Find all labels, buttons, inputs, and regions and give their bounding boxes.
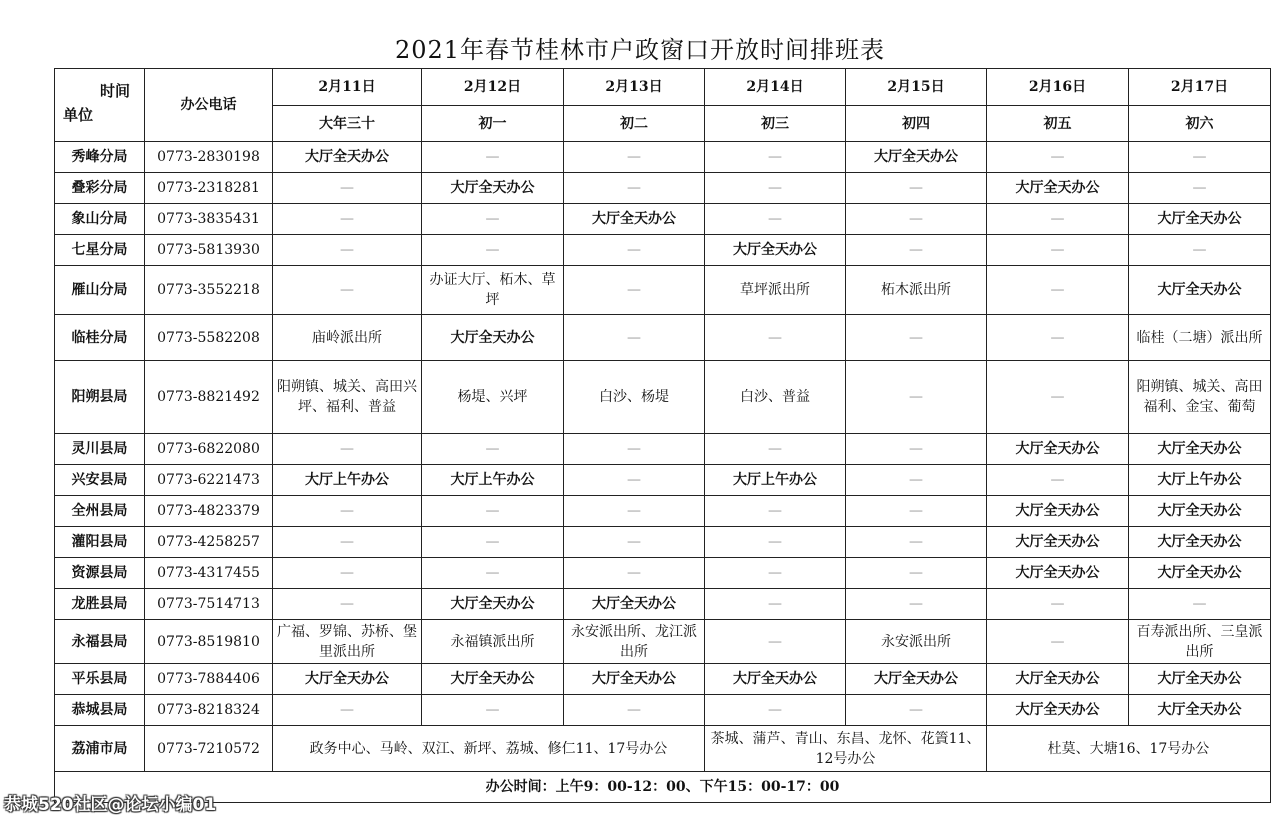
empty-schedule-cell: — [564, 465, 705, 496]
empty-schedule-cell: — [273, 235, 422, 266]
date-header-cell: 2月14日 [705, 69, 846, 106]
empty-schedule-cell: — [564, 527, 705, 558]
phone-cell: 0773-4258257 [145, 527, 273, 558]
schedule-cell: 大厅上午办公 [1129, 465, 1271, 496]
empty-schedule-cell: — [564, 434, 705, 465]
empty-schedule-cell: — [705, 695, 846, 726]
schedule-cell: 大厅上午办公 [705, 465, 846, 496]
empty-schedule-cell: — [273, 266, 422, 315]
schedule-cell: 白沙、普益 [705, 361, 846, 434]
unit-cell: 平乐县局 [55, 664, 145, 695]
unit-cell: 象山分局 [55, 204, 145, 235]
schedule-cell: 大厅全天办公 [1129, 664, 1271, 695]
schedule-cell: 大厅全天办公 [846, 664, 987, 695]
schedule-cell: 大厅全天办公 [705, 235, 846, 266]
empty-schedule-cell: — [422, 527, 564, 558]
lunar-header-cell: 初二 [564, 106, 705, 142]
phone-cell: 0773-5582208 [145, 315, 273, 361]
schedule-cell: 大厅全天办公 [1129, 496, 1271, 527]
schedule-cell: 大厅全天办公 [987, 527, 1129, 558]
schedule-cell: 大厅全天办公 [987, 558, 1129, 589]
empty-schedule-cell: — [846, 434, 987, 465]
empty-schedule-cell: — [273, 204, 422, 235]
empty-schedule-cell: — [705, 589, 846, 620]
empty-schedule-cell: — [705, 142, 846, 173]
schedule-cell: 大厅全天办公 [422, 173, 564, 204]
empty-schedule-cell: — [422, 695, 564, 726]
unit-cell: 秀峰分局 [55, 142, 145, 173]
lipu-schedule-span-c: 杜莫、大塘16、17号办公 [987, 726, 1271, 772]
empty-schedule-cell: — [987, 315, 1129, 361]
empty-schedule-cell: — [564, 142, 705, 173]
phone-cell: 0773-7884406 [145, 664, 273, 695]
phone-cell: 0773-3835431 [145, 204, 273, 235]
schedule-cell: 大厅全天办公 [1129, 204, 1271, 235]
corner-header-cell [55, 69, 145, 142]
empty-schedule-cell: — [705, 434, 846, 465]
empty-schedule-cell: — [1129, 235, 1271, 266]
schedule-cell: 庙岭派出所 [273, 315, 422, 361]
empty-schedule-cell: — [564, 235, 705, 266]
empty-schedule-cell: — [846, 465, 987, 496]
lunar-header-cell: 初四 [846, 106, 987, 142]
table-row [55, 558, 1271, 589]
table-row [55, 434, 1271, 465]
unit-cell: 兴安县局 [55, 465, 145, 496]
schedule-cell: 大厅全天办公 [987, 496, 1129, 527]
phone-cell: 0773-2830198 [145, 142, 273, 173]
phone-cell: 0773-4823379 [145, 496, 273, 527]
empty-schedule-cell: — [564, 496, 705, 527]
schedule-table [54, 68, 1271, 803]
schedule-cell: 大厅全天办公 [987, 173, 1129, 204]
empty-schedule-cell: — [273, 527, 422, 558]
schedule-cell: 杨堤、兴坪 [422, 361, 564, 434]
schedule-cell: 永安派出所 [846, 620, 987, 664]
empty-schedule-cell: — [422, 496, 564, 527]
empty-schedule-cell: — [846, 315, 987, 361]
empty-schedule-cell: — [705, 173, 846, 204]
schedule-cell: 大厅全天办公 [1129, 266, 1271, 315]
schedule-cell: 大厅上午办公 [422, 465, 564, 496]
unit-cell: 永福县局 [55, 620, 145, 664]
unit-cell: 资源县局 [55, 558, 145, 589]
empty-schedule-cell: — [705, 558, 846, 589]
date-header-cell: 2月17日 [1129, 69, 1271, 106]
schedule-cell: 白沙、杨堤 [564, 361, 705, 434]
empty-schedule-cell: — [564, 315, 705, 361]
schedule-cell: 大厅全天办公 [422, 315, 564, 361]
lunar-header-cell: 初一 [422, 106, 564, 142]
schedule-cell: 大厅全天办公 [422, 664, 564, 695]
unit-cell: 七星分局 [55, 235, 145, 266]
unit-cell: 荔浦市局 [55, 726, 145, 772]
unit-cell: 恭城县局 [55, 695, 145, 726]
schedule-cell: 大厅全天办公 [1129, 558, 1271, 589]
lunar-header-cell: 初三 [705, 106, 846, 142]
schedule-cell: 大厅全天办公 [564, 664, 705, 695]
schedule-cell: 百寿派出所、三皇派出所 [1129, 620, 1271, 664]
table-row [55, 173, 1271, 204]
schedule-cell: 柘木派出所 [846, 266, 987, 315]
page-title: 2021年春节桂林市户政窗口开放时间排班表 [394, 36, 886, 64]
phone-cell: 0773-4317455 [145, 558, 273, 589]
schedule-cell: 大厅上午办公 [273, 465, 422, 496]
empty-schedule-cell: — [987, 266, 1129, 315]
schedule-cell: 永安派出所、龙江派出所 [564, 620, 705, 664]
empty-schedule-cell: — [705, 620, 846, 664]
watermark-text: 恭城520社区@论坛小编01 [4, 795, 217, 815]
empty-schedule-cell: — [273, 434, 422, 465]
unit-cell: 全州县局 [55, 496, 145, 527]
lunar-header-cell: 大年三十 [273, 106, 422, 142]
table-row [55, 664, 1271, 695]
schedule-cell: 大厅全天办公 [1129, 695, 1271, 726]
schedule-cell: 大厅全天办公 [422, 589, 564, 620]
empty-schedule-cell: — [422, 558, 564, 589]
time-header-label: 时间 [99, 82, 130, 100]
phone-cell: 0773-8519810 [145, 620, 273, 664]
schedule-cell: 阳朔镇、城关、高田兴坪、福利、普益 [273, 361, 422, 434]
unit-cell: 灵川县局 [55, 434, 145, 465]
schedule-cell: 临桂（二塘）派出所 [1129, 315, 1271, 361]
empty-schedule-cell: — [564, 695, 705, 726]
empty-schedule-cell: — [846, 695, 987, 726]
schedule-cell: 永福镇派出所 [422, 620, 564, 664]
empty-schedule-cell: — [846, 173, 987, 204]
empty-schedule-cell: — [705, 204, 846, 235]
phone-cell: 0773-6221473 [145, 465, 273, 496]
unit-cell: 龙胜县局 [55, 589, 145, 620]
unit-cell: 临桂分局 [55, 315, 145, 361]
date-header-cell: 2月13日 [564, 69, 705, 106]
empty-schedule-cell: — [846, 361, 987, 434]
schedule-cell: 大厅全天办公 [987, 434, 1129, 465]
table-row [55, 589, 1271, 620]
schedule-cell: 办证大厅、柘木、草坪 [422, 266, 564, 315]
footer-row [55, 772, 1271, 803]
empty-schedule-cell: — [564, 266, 705, 315]
phone-cell: 0773-3552218 [145, 266, 273, 315]
phone-cell: 0773-8218324 [145, 695, 273, 726]
empty-schedule-cell: — [846, 589, 987, 620]
table-row [55, 142, 1271, 173]
empty-schedule-cell: — [846, 527, 987, 558]
empty-schedule-cell: — [273, 173, 422, 204]
table-row [55, 204, 1271, 235]
table-row-lipu [55, 726, 1271, 772]
empty-schedule-cell: — [987, 620, 1129, 664]
empty-schedule-cell: — [422, 142, 564, 173]
empty-schedule-cell: — [1129, 173, 1271, 204]
schedule-cell: 大厅全天办公 [705, 664, 846, 695]
table-row [55, 235, 1271, 266]
empty-schedule-cell: — [846, 204, 987, 235]
date-header-cell: 2月16日 [987, 69, 1129, 106]
table-row [55, 465, 1271, 496]
date-header-cell: 2月11日 [273, 69, 422, 106]
lipu-schedule-span-a: 政务中心、马岭、双江、新坪、荔城、修仁11、17号办公 [273, 726, 705, 772]
schedule-cell: 大厅全天办公 [273, 142, 422, 173]
table-row [55, 315, 1271, 361]
unit-cell: 阳朔县局 [55, 361, 145, 434]
empty-schedule-cell: — [564, 558, 705, 589]
phone-cell: 0773-5813930 [145, 235, 273, 266]
schedule-cell: 大厅全天办公 [564, 204, 705, 235]
date-header-cell: 2月12日 [422, 69, 564, 106]
table-row [55, 361, 1271, 434]
unit-cell: 叠彩分局 [55, 173, 145, 204]
unit-cell: 灌阳县局 [55, 527, 145, 558]
schedule-cell: 大厅全天办公 [846, 142, 987, 173]
lunar-header-cell: 初五 [987, 106, 1129, 142]
empty-schedule-cell: — [273, 496, 422, 527]
empty-schedule-cell: — [273, 589, 422, 620]
empty-schedule-cell: — [846, 496, 987, 527]
phone-cell: 0773-7210572 [145, 726, 273, 772]
empty-schedule-cell: — [846, 235, 987, 266]
empty-schedule-cell: — [1129, 589, 1271, 620]
lunar-header-cell: 初六 [1129, 106, 1271, 142]
empty-schedule-cell: — [987, 204, 1129, 235]
empty-schedule-cell: — [705, 315, 846, 361]
phone-header-cell: 办公电话 [145, 69, 273, 142]
office-hours-note: 办公时间：上午9：00-12：00、下午15：00-17：00 [55, 772, 1271, 803]
schedule-cell: 大厅全天办公 [987, 664, 1129, 695]
empty-schedule-cell: — [564, 173, 705, 204]
unit-cell: 雁山分局 [55, 266, 145, 315]
date-header-cell: 2月15日 [846, 69, 987, 106]
empty-schedule-cell: — [273, 695, 422, 726]
empty-schedule-cell: — [987, 589, 1129, 620]
schedule-cell: 大厅全天办公 [1129, 434, 1271, 465]
table-row [55, 695, 1271, 726]
schedule-cell: 大厅全天办公 [987, 695, 1129, 726]
schedule-cell: 草坪派出所 [705, 266, 846, 315]
schedule-cell: 阳朔镇、城关、高田福利、金宝、葡萄 [1129, 361, 1271, 434]
phone-cell: 0773-8821492 [145, 361, 273, 434]
table-row [55, 266, 1271, 315]
lipu-schedule-span-b: 茶城、蒲芦、青山、东昌、龙怀、花篢11、12号办公 [705, 726, 987, 772]
unit-header-label: 单位 [63, 106, 94, 124]
empty-schedule-cell: — [987, 142, 1129, 173]
phone-cell: 0773-6822080 [145, 434, 273, 465]
empty-schedule-cell: — [1129, 142, 1271, 173]
schedule-cell: 大厅全天办公 [1129, 527, 1271, 558]
header-row-dates [55, 69, 1271, 106]
schedule-cell: 大厅全天办公 [564, 589, 705, 620]
empty-schedule-cell: — [846, 558, 987, 589]
phone-cell: 0773-7514713 [145, 589, 273, 620]
phone-cell: 0773-2318281 [145, 173, 273, 204]
empty-schedule-cell: — [705, 527, 846, 558]
empty-schedule-cell: — [987, 361, 1129, 434]
empty-schedule-cell: — [705, 496, 846, 527]
empty-schedule-cell: — [987, 465, 1129, 496]
schedule-cell: 大厅全天办公 [273, 664, 422, 695]
table-row [55, 496, 1271, 527]
table-row [55, 527, 1271, 558]
empty-schedule-cell: — [987, 235, 1129, 266]
empty-schedule-cell: — [422, 204, 564, 235]
schedule-cell: 广福、罗锦、苏桥、堡里派出所 [273, 620, 422, 664]
table-row [55, 620, 1271, 664]
empty-schedule-cell: — [273, 558, 422, 589]
empty-schedule-cell: — [422, 235, 564, 266]
empty-schedule-cell: — [422, 434, 564, 465]
